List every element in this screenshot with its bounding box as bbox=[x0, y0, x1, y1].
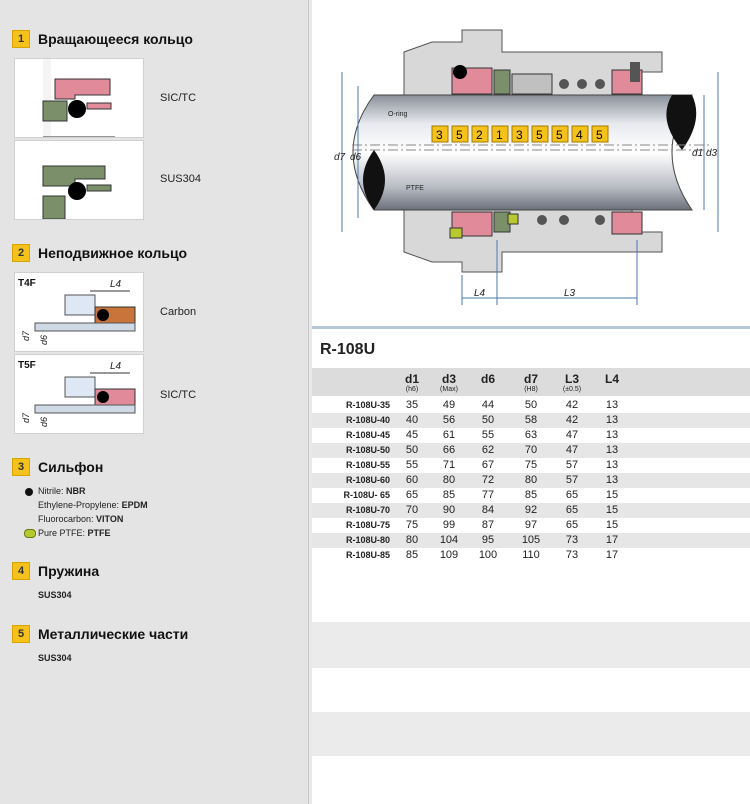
material-nbr: Nitrile: NBR bbox=[38, 486, 86, 496]
seal-cross-section-diagram bbox=[312, 0, 750, 325]
callout-5: 5 bbox=[456, 128, 463, 142]
cell-l3: 57 bbox=[565, 474, 579, 486]
callout-5b: 5 bbox=[536, 128, 543, 142]
model-cell: R-108U-80 bbox=[345, 535, 390, 545]
model-cell: R-108U-35 bbox=[345, 400, 390, 410]
dim-d3: d3 bbox=[706, 148, 718, 159]
rotating-ring-option-sus: SUS304 bbox=[160, 173, 201, 185]
table-row bbox=[312, 488, 750, 503]
rotating-ring-sus-drawing bbox=[15, 141, 143, 219]
dim-d7: d7 bbox=[334, 152, 346, 163]
divider bbox=[312, 326, 750, 329]
cell-d6: 55 bbox=[481, 429, 495, 441]
table-row bbox=[312, 518, 750, 533]
cell-d7: 70 bbox=[524, 444, 538, 456]
section-number: 2 bbox=[12, 244, 30, 262]
rotating-ring-sus-image bbox=[14, 140, 144, 220]
cell-l3: 65 bbox=[565, 489, 579, 501]
cell-l4: 13 bbox=[605, 459, 619, 471]
seal-cross-section-drawing bbox=[312, 0, 750, 325]
section-bellows-header bbox=[12, 458, 103, 476]
cell-d6: 87 bbox=[481, 519, 495, 531]
cell-d1: 35 bbox=[405, 399, 419, 411]
col-header-d3: d3 (Max) bbox=[440, 372, 458, 393]
cell-l4: 13 bbox=[605, 474, 619, 486]
cell-d7: 110 bbox=[522, 549, 540, 561]
section-number: 3 bbox=[12, 458, 30, 476]
dim-d6: d6 bbox=[350, 152, 362, 163]
section-title: Сильфон bbox=[38, 459, 104, 475]
cell-d1: 80 bbox=[405, 534, 419, 546]
model-cell: R-108U-40 bbox=[345, 415, 390, 425]
ptfe-ring-icon bbox=[24, 529, 36, 538]
cell-d7: 105 bbox=[521, 534, 541, 546]
model-cell: R-108U-60 bbox=[345, 475, 390, 485]
label-ptfe: PTFE bbox=[406, 185, 424, 192]
cell-d6: 84 bbox=[481, 504, 495, 516]
cell-d7: 80 bbox=[524, 474, 538, 486]
cell-d6: 77 bbox=[481, 489, 495, 501]
dim-l4-label: L4 bbox=[110, 279, 122, 290]
cell-l4: 13 bbox=[605, 414, 619, 426]
cell-d3: 85 bbox=[442, 489, 456, 501]
dim-d7-label: d7 bbox=[21, 330, 31, 341]
cell-d1: 70 bbox=[405, 504, 419, 516]
cell-d3: 56 bbox=[442, 414, 456, 426]
cell-d1: 40 bbox=[405, 414, 419, 426]
table-row bbox=[312, 503, 750, 518]
cell-d3: 80 bbox=[442, 474, 456, 486]
cell-l3: 47 bbox=[565, 429, 579, 441]
dim-d1: d1 bbox=[692, 148, 704, 159]
spring-material: SUS304 bbox=[38, 590, 72, 600]
section-number: 1 bbox=[12, 30, 30, 48]
col-header-d6: d6 bbox=[480, 372, 495, 386]
cell-d3: 90 bbox=[442, 504, 456, 516]
model-cell: R-108U-55 bbox=[345, 460, 390, 470]
cell-d1: 60 bbox=[405, 474, 419, 486]
stationary-ring-option-sic: SIC/TC bbox=[160, 389, 197, 401]
empty-band bbox=[312, 712, 750, 756]
cell-d6: 62 bbox=[481, 444, 495, 456]
cell-l4: 15 bbox=[605, 489, 619, 501]
black-dot-icon bbox=[25, 488, 33, 496]
cell-d6: 95 bbox=[481, 534, 495, 546]
table-row bbox=[312, 443, 750, 458]
table-row bbox=[312, 428, 750, 443]
col-header-d7: d7 (H8) bbox=[523, 372, 538, 393]
model-cell: R-108U-45 bbox=[345, 430, 390, 440]
label-oring: O-ring bbox=[388, 111, 408, 118]
spec-panel bbox=[312, 0, 750, 804]
stationary-ring-tag-t4f: T4F bbox=[18, 278, 36, 289]
table-row bbox=[312, 398, 750, 413]
cell-l3: 57 bbox=[565, 459, 579, 471]
cell-d1: 85 bbox=[405, 549, 419, 561]
section-rotating-ring-header bbox=[12, 30, 193, 48]
cell-d3: 104 bbox=[439, 534, 459, 546]
dim-l3: L3 bbox=[564, 288, 576, 299]
stationary-ring-option-carbon: Carbon bbox=[160, 306, 197, 318]
cell-l4: 13 bbox=[605, 444, 619, 456]
callout-5c: 5 bbox=[556, 128, 563, 142]
section-metal-parts-header bbox=[12, 625, 188, 643]
model-cell: R-108U- 65 bbox=[343, 490, 390, 500]
cell-l3: 65 bbox=[565, 519, 579, 531]
materials-panel bbox=[0, 0, 309, 804]
section-number: 4 bbox=[12, 562, 30, 580]
dim-l4-label: L4 bbox=[110, 361, 122, 372]
stationary-ring-tag-t5f: T5F bbox=[18, 360, 36, 371]
cell-l4: 17 bbox=[605, 534, 619, 546]
model-cell: R-108U-70 bbox=[345, 505, 390, 515]
rotating-ring-option-sic: SIC/TC bbox=[160, 92, 197, 104]
callout-numbers bbox=[432, 126, 608, 142]
col-header-l3: L3 (±0.5) bbox=[562, 372, 582, 393]
col-header-d1: d1 (h6) bbox=[404, 372, 419, 393]
table-row bbox=[312, 458, 750, 473]
table-title: R-108U bbox=[320, 341, 376, 358]
empty-band bbox=[312, 622, 750, 668]
cell-d7: 92 bbox=[524, 504, 538, 516]
callout-3: 3 bbox=[436, 128, 443, 142]
cell-d1: 50 bbox=[405, 444, 419, 456]
section-title: Вращающееся кольцо bbox=[38, 31, 193, 47]
cell-d7: 50 bbox=[524, 399, 538, 411]
cell-d1: 75 bbox=[405, 519, 419, 531]
rotating-ring-sic-drawing bbox=[15, 59, 143, 137]
section-title: Неподвижное кольцо bbox=[38, 245, 188, 261]
section-title: Пружина bbox=[38, 563, 100, 579]
cell-d7: 97 bbox=[524, 519, 538, 531]
table-row bbox=[312, 473, 750, 488]
table-row bbox=[312, 413, 750, 428]
cell-l4: 17 bbox=[605, 549, 619, 561]
cell-d6: 100 bbox=[478, 549, 498, 561]
cell-l3: 73 bbox=[565, 534, 579, 546]
material-viton: Fluorocarbon: VITON bbox=[38, 514, 124, 524]
cell-l3: 42 bbox=[565, 414, 579, 426]
callout-5d: 5 bbox=[596, 128, 603, 142]
cell-d6: 72 bbox=[481, 474, 495, 486]
material-ptfe: Pure PTFE: PTFE bbox=[38, 528, 111, 538]
section-title: Металлические части bbox=[38, 626, 189, 642]
cell-d6: 44 bbox=[481, 399, 495, 411]
cell-d7: 85 bbox=[524, 489, 538, 501]
cell-d7: 63 bbox=[524, 429, 538, 441]
table-row bbox=[312, 548, 750, 563]
rotating-ring-sic-image bbox=[14, 58, 144, 138]
dim-d6-label: d6 bbox=[39, 416, 49, 427]
section-number: 5 bbox=[12, 625, 30, 643]
cell-d1: 65 bbox=[405, 489, 419, 501]
dim-l4: L4 bbox=[474, 288, 486, 299]
col-header-l4: L4 bbox=[604, 372, 619, 386]
cell-d3: 99 bbox=[442, 519, 456, 531]
callout-2: 2 bbox=[476, 128, 483, 142]
cell-d3: 71 bbox=[442, 459, 456, 471]
cell-d6: 50 bbox=[481, 414, 495, 426]
cell-d3: 61 bbox=[442, 429, 456, 441]
cell-l3: 73 bbox=[565, 549, 579, 561]
model-cell: R-108U-85 bbox=[345, 550, 390, 560]
callout-3b: 3 bbox=[516, 128, 523, 142]
table-row bbox=[312, 533, 750, 548]
cell-l4: 15 bbox=[605, 519, 619, 531]
cell-d3: 66 bbox=[442, 444, 456, 456]
dim-d6-label: d6 bbox=[39, 334, 49, 345]
callout-4: 4 bbox=[576, 128, 583, 142]
dim-d7-label: d7 bbox=[21, 412, 31, 423]
callout-1: 1 bbox=[496, 128, 503, 142]
cell-d7: 58 bbox=[524, 414, 538, 426]
model-cell: R-108U-50 bbox=[345, 445, 390, 455]
metal-parts-material: SUS304 bbox=[38, 653, 72, 663]
cell-l4: 15 bbox=[605, 504, 619, 516]
cell-d1: 45 bbox=[405, 429, 419, 441]
model-cell: R-108U-75 bbox=[345, 520, 390, 530]
cell-d7: 75 bbox=[524, 459, 538, 471]
material-epdm: Ethylene-Propylene: EPDM bbox=[38, 500, 148, 510]
cell-d6: 67 bbox=[481, 459, 495, 471]
cell-d3: 109 bbox=[439, 549, 459, 561]
cell-l3: 65 bbox=[565, 504, 579, 516]
cell-l3: 42 bbox=[565, 399, 579, 411]
section-stationary-ring-header bbox=[12, 244, 187, 262]
cell-d3: 49 bbox=[442, 399, 456, 411]
cell-l3: 47 bbox=[565, 444, 579, 456]
section-spring-header bbox=[12, 562, 99, 580]
cell-l4: 13 bbox=[605, 399, 619, 411]
cell-l4: 13 bbox=[605, 429, 619, 441]
cell-d1: 55 bbox=[405, 459, 419, 471]
